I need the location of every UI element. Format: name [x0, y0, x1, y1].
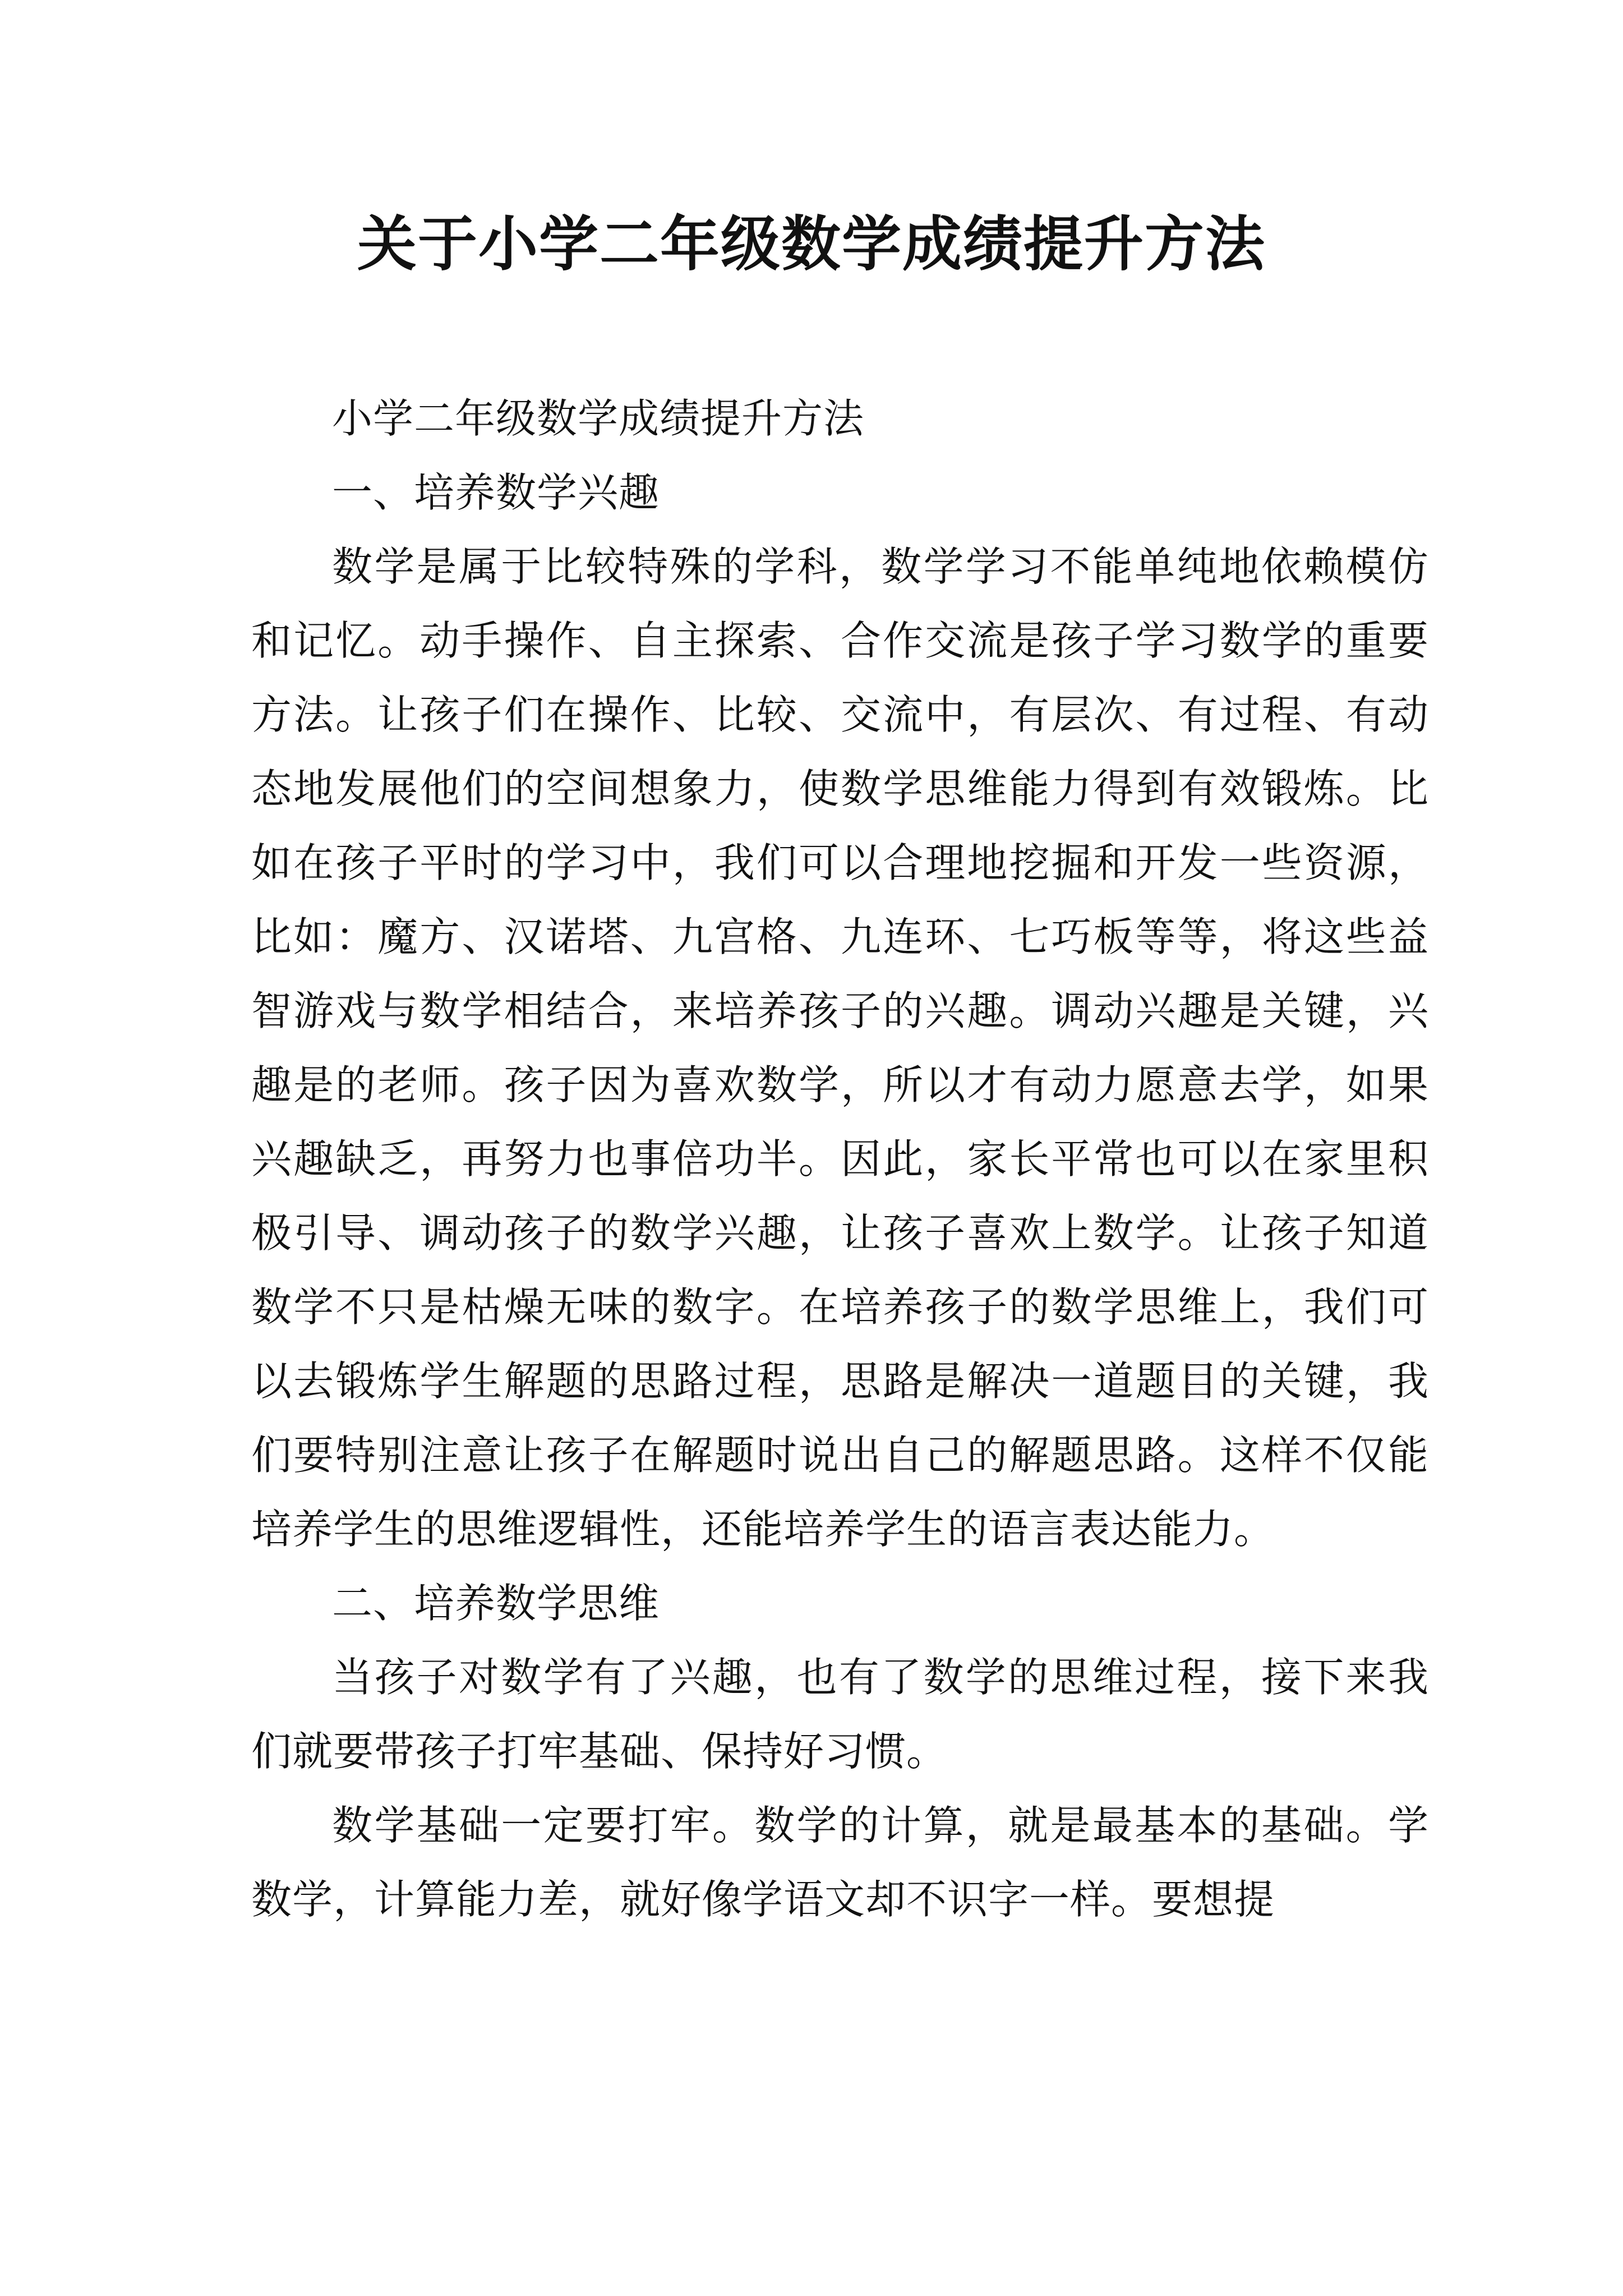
body-paragraph: 数学是属于比较特殊的学科，数学学习不能单纯地依赖模仿和记忆。动手操作、自主探索、合作交流是孩子学习数学的重要方法。让孩子们在操作、比较、交流中，有层次、有过程、有动态地发展他们的空间想象力，使数学思维能力得到有效锻炼。比如在孩子平时的学习中，我们可以合理地挖掘和开发一些资源，比如：魔方、汉诺塔、九宫格、九连环、七巧板等等，将这些益智游戏与数学相结合，来培养孩子的兴趣。调动兴趣是关键，兴趣是的老师。孩子因为喜欢数学，所以才有动力愿意去学，如果兴趣缺乏，再努力也事倍功半。因此，家长平常也可以在家里积极引导、调动孩子的数学兴趣，让孩子喜欢上数学。让孩子知道数学不只是枯燥无味的数字。在培养孩子的数学思维上，我们可以去锻炼学生解题的思路过程，思路是解决一道题目的关键，我们要特别注意让孩子在解题时说出自己的解题思路。这样不仅能培养学生的思维逻辑性，还能培养学生的语言表达能力。 — [251, 543, 1429, 1553]
subtitle-paragraph: 小学二年级数学成绩提升方法 — [332, 395, 865, 442]
document-body — [251, 381, 1429, 1936]
section-heading-2: 二、培养数学思维 — [332, 1580, 660, 1627]
body-paragraph: 当孩子对数学有了兴趣，也有了数学的思维过程，接下来我们就要带孩子打牢基础、保持好习惯。 — [251, 1654, 1429, 1775]
body-paragraph: 数学基础一定要打牢。数学的计算，就是最基本的基础。学数学，计算能力差，就好像学语文却不识字一样。要想提 — [251, 1802, 1429, 1923]
section-heading-1: 一、培养数学兴趣 — [332, 469, 660, 516]
document-title: 关于小学二年级数学成绩提升方法 — [357, 209, 1266, 279]
